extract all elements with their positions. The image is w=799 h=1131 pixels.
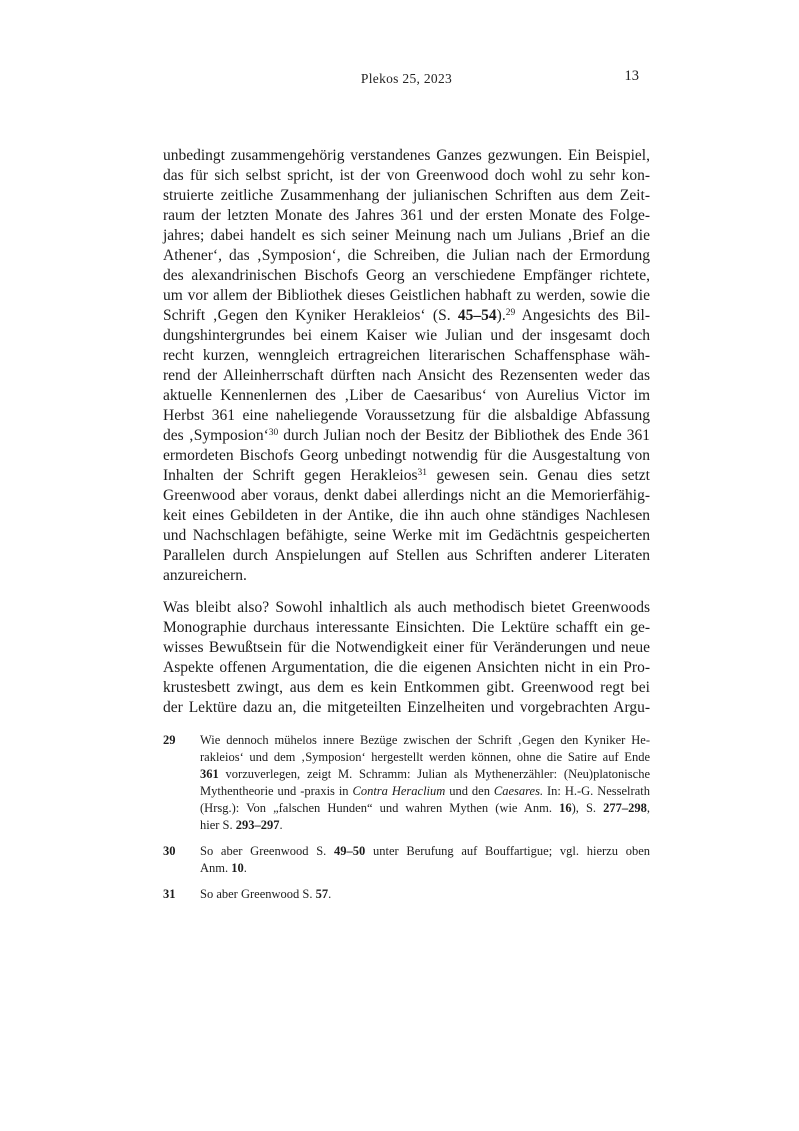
text-segment: 49–50 <box>334 844 366 858</box>
text-segment: struierte zeitliche Zusammenhang der julianischen Schriften aus dem Zeit- <box>163 187 650 204</box>
footnote-line <box>200 817 650 834</box>
text-segment: rakleios‘ und dem ‚Symposion‘ hergestellt werden können, ohne die Satire auf Ende <box>200 750 650 764</box>
text-segment: Monographie durchaus interessante Einsichten. Die Lektüre schafft ein ge- <box>163 619 650 636</box>
footnote-ref: 29 <box>505 307 516 318</box>
text-segment: rend der Alleinherrschaft dürften nach Ansicht des Rezensenten weder das <box>163 367 650 384</box>
text-segment: krustesbett zwingt, aus dem es kein Entkommen gibt. Greenwood regt bei <box>163 679 650 696</box>
text-segment: 277–298 <box>603 801 647 815</box>
text-segment: gewesen sein. Genau dies setzt <box>426 467 650 484</box>
text-segment: unbedingt zusammengehörig verstandenes Ganzes gezwungen. Ein Beispiel, <box>163 147 650 164</box>
text-segment: vorzuverlegen, zeigt M. Schramm: Julian als Mythenerzähler: (Neu)platonische <box>218 767 650 781</box>
text-segment: dungshintergrundes bei einem Kaiser wie Julian und der insgesamt doch <box>163 327 650 344</box>
text-segment: der Lektüre dazu an, die mitgeteilten Einzelheiten und vorgebrachten Argu- <box>163 699 650 716</box>
footnote-line <box>200 766 650 783</box>
body-line <box>163 658 650 678</box>
footnote-text <box>200 732 650 834</box>
footnote-line <box>200 732 650 749</box>
text-segment: ). <box>496 307 506 324</box>
footnote-number: 29 <box>163 733 176 747</box>
text-segment: , <box>646 801 650 815</box>
text-segment: aktuelle Kennenlernen des ‚Liber de Caesaribus‘ von Aurelius Victor im <box>163 387 650 404</box>
footnote-ref: 31 <box>417 467 427 478</box>
text-segment: In: H.-G. Nesselrath <box>543 784 650 798</box>
text-segment: 45–54 <box>457 307 497 324</box>
body-line <box>163 146 650 166</box>
body-line <box>163 366 650 386</box>
body-line <box>163 306 650 326</box>
text-segment: Schrift ‚Gegen den Kyniker Herakleios‘ (S. <box>163 307 458 324</box>
text-segment: Inhalten der Schrift gegen Herakleios <box>163 467 418 484</box>
text-segment: (Hrsg.): Von „falschen Hunden“ und wahren Mythen (wie Anm. <box>200 801 560 815</box>
text-segment: Caesares. <box>493 784 544 798</box>
body-line <box>163 678 650 698</box>
text-segment: Angesichts des Bil- <box>515 307 650 324</box>
text-segment: und Nachschlagen befähigte, seine Werke mit im Gedächtnis gespeicherten <box>163 527 650 544</box>
footnote-number: 30 <box>163 844 176 858</box>
body-line <box>163 426 650 446</box>
running-title: Plekos 25, 2023 <box>360 71 453 86</box>
body-line <box>163 186 650 206</box>
body-line <box>163 526 650 546</box>
footnote-line <box>200 886 650 903</box>
text-segment: . <box>328 887 332 901</box>
text-segment: ), S. <box>571 801 604 815</box>
text-segment: keit eines Gebildeten in der Antike, die ihn auch ohne ständiges Nachlesen <box>163 507 650 524</box>
footnote-line <box>200 749 650 766</box>
body-line <box>163 406 650 426</box>
footnote-ref: 30 <box>268 427 279 438</box>
page-number: 13 <box>624 68 639 84</box>
body-line <box>163 266 650 286</box>
text-segment: Herbst 361 eine naheliegende Voraussetzung für die alsbaldige Abfassung <box>163 407 650 424</box>
text-segment: 10 <box>231 861 244 875</box>
page-header <box>163 71 650 91</box>
text-segment: ermordeten Bischofs Georg unbedingt notwendig für die Ausgestaltung von <box>163 447 650 464</box>
body-line <box>163 598 650 618</box>
text-segment: So aber Greenwood S. <box>200 844 335 858</box>
body-line <box>163 618 650 638</box>
text-segment: des ‚Symposion‘ <box>163 427 269 444</box>
body-line <box>163 326 650 346</box>
text-segment: wisses Bewußtsein für die Notwendigkeit einer für Veränderungen und neue <box>163 639 650 656</box>
text-segment: Anm. <box>200 861 232 875</box>
body-line <box>163 698 650 718</box>
text-segment: Was bleibt also? Sowohl inhaltlich als auch methodisch bietet Greenwoods <box>163 599 650 616</box>
footnote-text <box>200 886 650 903</box>
text-segment: So aber Greenwood S. <box>200 887 316 901</box>
body-line <box>163 506 650 526</box>
text-segment: um vor allem der Bibliothek dieses Geistlichen habhaft zu werden, sowie die <box>163 287 650 304</box>
text-segment: das für sich selbst spricht, ist der von Greenwood doch wohl zu sehr kon- <box>163 167 650 184</box>
body-line <box>163 566 650 586</box>
text-segment: Athener‘, das ‚Symposion‘, die Schreiben, die Julian nach der Ermordung <box>163 247 650 264</box>
body-line <box>163 226 650 246</box>
text-segment: hier S. <box>200 818 236 832</box>
body-line <box>163 546 650 566</box>
footnote-text <box>200 843 650 877</box>
footnote <box>163 732 650 834</box>
footnotes <box>163 732 650 912</box>
footnote-line <box>200 843 650 860</box>
paragraph <box>163 146 650 586</box>
text-segment: jahres; dabei handelt es sich seiner Meinung nach um Julians ‚Brief an die <box>163 227 650 244</box>
body-line <box>163 286 650 306</box>
text-segment: und den <box>445 784 494 798</box>
text-segment: Parallelen durch Anspielungen auf Stellen aus Schriften anderer Literaten <box>163 547 650 564</box>
text-segment: durch Julian noch der Besitz der Bibliothek des Ende 361 <box>278 427 650 444</box>
footnote <box>163 843 650 877</box>
text-segment: anzureichern. <box>163 567 247 584</box>
text-segment: raum der letzten Monate des Jahres 361 und der ersten Monate des Folge- <box>163 207 650 224</box>
text-segment: . <box>243 861 247 875</box>
body-line <box>163 386 650 406</box>
body-text <box>163 146 650 730</box>
text-segment: des alexandrinischen Bischofs Georg an verschiedene Empfänger richtete, <box>163 267 650 284</box>
text-segment: . <box>279 818 283 832</box>
text-segment: recht kurzen, wenngleich ertragreichen literarischen Schaffensphase wäh- <box>163 347 650 364</box>
body-line <box>163 466 650 486</box>
body-line <box>163 638 650 658</box>
text-segment: Contra Heraclium <box>352 784 446 798</box>
text-segment: unter Berufung auf Bouffartigue; vgl. hierzu oben <box>365 844 650 858</box>
text-segment: 293–297 <box>235 818 280 832</box>
body-line <box>163 166 650 186</box>
footnote-number: 31 <box>163 887 176 901</box>
body-line <box>163 246 650 266</box>
body-line <box>163 446 650 466</box>
text-segment: Mythentheorie und -praxis in <box>200 784 353 798</box>
body-line <box>163 206 650 226</box>
text-segment: 16 <box>559 801 572 815</box>
text-segment: Greenwood aber voraus, denkt dabei allerdings nicht an die Memorierfähig- <box>163 487 650 504</box>
footnote-line <box>200 860 650 877</box>
body-line <box>163 346 650 366</box>
footnote-line <box>200 783 650 800</box>
text-segment: Wie dennoch mühelos innere Bezüge zwischen der Schrift ‚Gegen den Kyniker He- <box>200 733 650 747</box>
text-segment: 57 <box>315 887 329 901</box>
text-segment: Aspekte offenen Argumentation, die die eigenen Ansichten nicht in ein Pro- <box>163 659 650 676</box>
text-segment: 361 <box>200 767 219 781</box>
footnote <box>163 886 650 903</box>
paragraph <box>163 598 650 718</box>
body-line <box>163 486 650 506</box>
footnote-line <box>200 800 650 817</box>
